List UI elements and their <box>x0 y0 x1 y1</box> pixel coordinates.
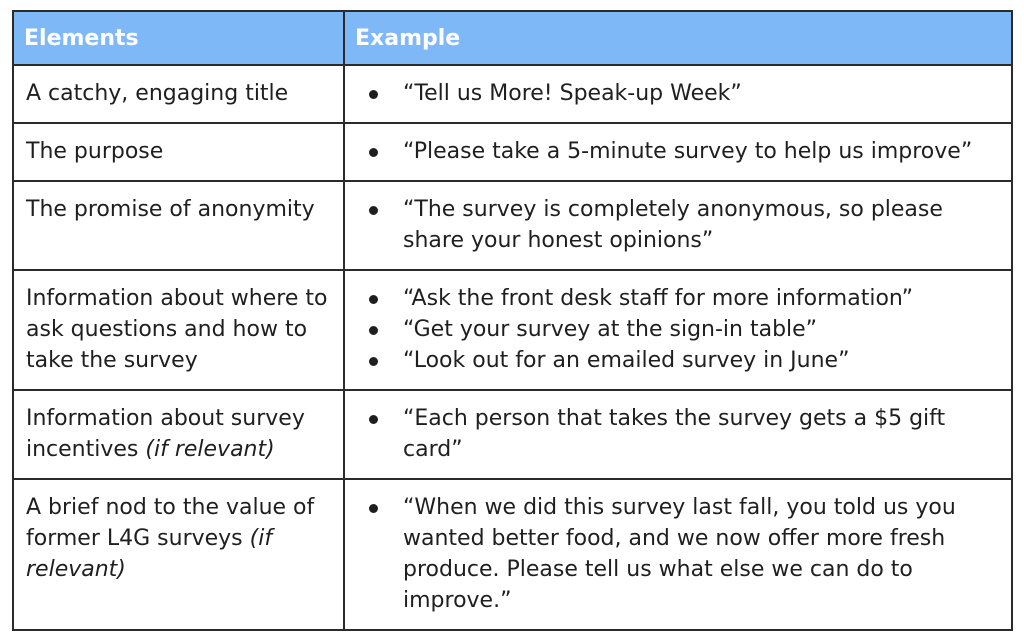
element-text: The purpose <box>26 139 164 164</box>
table-row <box>13 123 1012 181</box>
element-text: A catchy, engaging title <box>26 81 289 106</box>
header-example: Example <box>344 11 1012 65</box>
element-text: Information about survey incentives <box>26 406 305 462</box>
element-text: A brief nod to the value of former L4G surveys <box>26 495 315 551</box>
example-item: “Look out for an emailed survey in June” <box>367 345 1003 376</box>
example-item: “Tell us More! Speak-up Week” <box>367 78 1003 109</box>
table-row <box>13 479 1012 630</box>
header-elements: Elements <box>13 11 344 65</box>
example-cell <box>344 270 1012 390</box>
element-cell <box>13 270 344 390</box>
example-cell <box>344 390 1012 479</box>
element-note: (if relevant) <box>145 437 275 462</box>
header-row <box>13 11 1012 65</box>
element-cell <box>13 65 344 123</box>
element-cell <box>13 479 344 630</box>
example-item: “Get your survey at the sign-in table” <box>367 314 1003 345</box>
elements-table <box>12 10 1013 631</box>
example-item: “Please take a 5-minute survey to help us improve” <box>367 136 1003 167</box>
example-cell <box>344 181 1012 270</box>
element-cell <box>13 181 344 270</box>
example-item: “Ask the front desk staff for more information” <box>367 283 1003 314</box>
element-cell <box>13 123 344 181</box>
example-item: “Each person that takes the survey gets a $5 gift card” <box>367 403 1003 465</box>
example-cell <box>344 65 1012 123</box>
element-text: The promise of anonymity <box>26 197 315 222</box>
example-cell <box>344 479 1012 630</box>
example-item: “When we did this survey last fall, you told us you wanted better food, and we now offer more fresh produce. Please tell us what else we can do to improve.” <box>367 492 1003 616</box>
table-row <box>13 181 1012 270</box>
example-item: “The survey is completely anonymous, so please share your honest opinions” <box>367 194 1003 256</box>
element-text: Information about where to ask questions and how to take the survey <box>26 286 328 373</box>
example-cell <box>344 123 1012 181</box>
table-row <box>13 270 1012 390</box>
table-row <box>13 65 1012 123</box>
table-row <box>13 390 1012 479</box>
element-cell <box>13 390 344 479</box>
element-note: (if relevant) <box>26 526 273 582</box>
